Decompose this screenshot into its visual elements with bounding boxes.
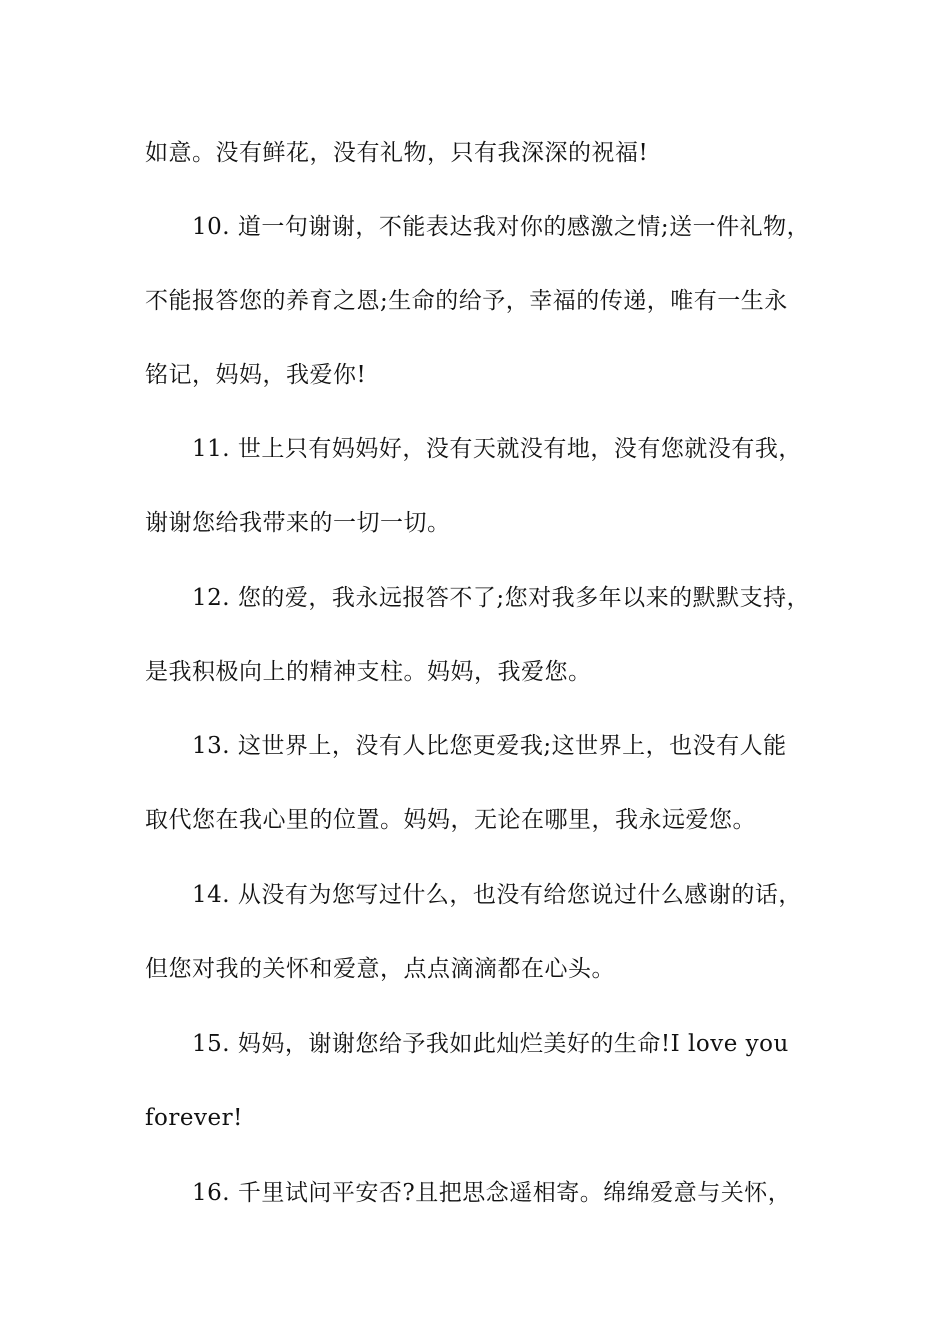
list-item-14: 14. 从没有为您写过什么，也没有给您说过什么感谢的话，: [192, 882, 802, 908]
text-line: 不能报答您的养育之恩;生命的给予，幸福的传递，唯有一生永: [145, 288, 788, 314]
list-item-10: 10. 道一句谢谢，不能表达我对你的感激之情;送一件礼物，: [192, 214, 811, 240]
text-line: forever!: [145, 1105, 243, 1131]
text-line: 是我积极向上的精神支柱。妈妈，我爱您。: [145, 659, 592, 685]
text-line: 但您对我的关怀和爱意，点点滴滴都在心头。: [145, 956, 615, 982]
list-item-16: 16. 千里试问平安否?且把思念遥相寄。绵绵爱意与关怀，: [192, 1180, 792, 1206]
text-line: 如意。没有鲜花，没有礼物，只有我深深的祝福!: [145, 140, 649, 166]
list-item-13: 13. 这世界上，没有人比您更爱我;这世界上，也没有人能: [192, 733, 787, 759]
list-item-11: 11. 世上只有妈妈好，没有天就没有地，没有您就没有我，: [192, 436, 802, 462]
text-line: 铭记，妈妈，我爱你!: [145, 362, 367, 388]
text-line: 取代您在我心里的位置。妈妈，无论在哪里，我永远爱您。: [145, 807, 756, 833]
list-item-15: 15. 妈妈，谢谢您给予我如此灿烂美好的生命!I love you: [192, 1031, 789, 1057]
text-line: 谢谢您给我带来的一切一切。: [145, 510, 451, 536]
list-item-12: 12. 您的爱，我永远报答不了;您对我多年以来的默默支持，: [192, 585, 811, 611]
